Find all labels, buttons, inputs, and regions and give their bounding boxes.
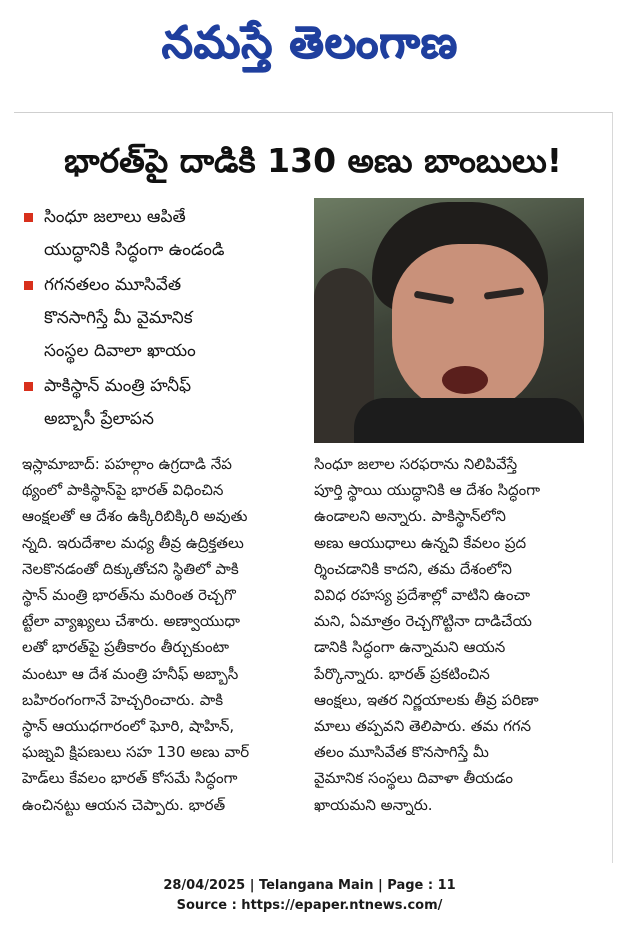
body-line: లతో భారత్‌పై ప్రతీకారం తీర్చుకుంటా bbox=[22, 638, 230, 657]
highlight-line: కొనసాగిస్తే మీ వైమానిక bbox=[44, 308, 193, 328]
newspaper-title: నమస్తే తెలంగాణ bbox=[161, 17, 458, 68]
highlight-item bbox=[22, 201, 312, 267]
body-line: ర్శించడానికి కాదని, తమ దేశంలోని bbox=[314, 559, 512, 578]
body-line: బహిరంగంగానే హెచ్చరించారు. పాకి bbox=[22, 690, 224, 709]
article-headline: భారత్‌పై దాడికి 130 అణు బాంబులు! bbox=[64, 141, 562, 180]
body-line: వైమానిక సంస్థలు దివాళా తీయడం bbox=[314, 769, 513, 788]
body-line: మని, ఏమాత్రం రెచ్చగొట్టినా దాడిచేయ bbox=[314, 612, 532, 631]
body-line: మంటూ ఆ దేశ మంత్రి హనీఫ్ అబ్బాసీ bbox=[22, 664, 239, 683]
highlight-line: సింధూ జలాలు ఆపితే bbox=[44, 207, 186, 227]
body-line: ఉండాలని అన్నారు. పాకిస్థాన్‌లోని bbox=[314, 507, 506, 526]
body-line: న్నది. ఇరుదేశాల మధ్య తీవ్ర ఉద్రిక్తతలు bbox=[22, 533, 244, 552]
body-line: ఆంక్షలు, ఇతర నిర్ణయాలకు తీవ్ర పరిణా bbox=[314, 690, 539, 709]
highlight-line: అబ్బాసీ ప్రేలాపన bbox=[44, 409, 154, 429]
body-line: మాలు తప్పవని తెలిపారు. తమ గగన bbox=[314, 717, 532, 736]
edition-info: 28/04/2025 | Telangana Main | Page : 11 bbox=[163, 878, 456, 893]
body-line: పూర్తి స్థాయి యుద్ధానికి ఆ దేశం సిద్ధంగా bbox=[314, 481, 541, 500]
body-line: తలం మూసివేత కొనసాగిస్తే మీ bbox=[314, 743, 489, 762]
highlight-line: సంస్థల దివాలా ఖాయం bbox=[44, 341, 196, 361]
body-line: పేర్కొన్నారు. భారత్ ప్రకటించిన bbox=[314, 664, 490, 683]
source-link[interactable]: Source : https://epaper.ntnews.com/ bbox=[176, 898, 443, 913]
body-line: థ్యంలో పాకిస్థాన్‌పై భారత్ విధించిన bbox=[22, 481, 224, 500]
highlight-line: యుద్ధానికి సిద్ధంగా ఉండండి bbox=[44, 240, 225, 260]
body-line: సింధూ జలాల సరఫరాను నిలిపివేస్తే bbox=[314, 455, 518, 473]
body-line: డానికి సిద్ధంగా ఉన్నామని ఆయన bbox=[314, 638, 506, 657]
body-line: స్థాన్ ఆయుధగారంలో ఘోరి, షాహిన్, bbox=[22, 717, 235, 736]
highlight-item bbox=[22, 370, 312, 436]
body-line: ఆంక్షలతో ఆ దేశం ఉక్కిరిబిక్కిరి అవుతు bbox=[22, 507, 248, 526]
highlight-line: పాకిస్థాన్ మంత్రి హనీఫ్ bbox=[44, 376, 192, 396]
body-line: ఇస్లామాబాద్: పహల్గాం ఉగ్రదాడి నేప bbox=[22, 455, 232, 473]
body-line: ఉంచినట్టు ఆయన చెప్పారు. భారత్ bbox=[22, 795, 226, 814]
body-line: స్థాన్ మంత్రి భారత్‌ను మరింత రెచ్చగొ bbox=[22, 586, 236, 605]
body-line: అణు ఆయుధాలు ఉన్నవి కేవలం ప్రద bbox=[314, 533, 527, 552]
body-line: ఖాయమని అన్నారు. bbox=[314, 795, 433, 814]
highlights-list bbox=[22, 201, 312, 438]
red-square-bullet-icon bbox=[24, 382, 33, 391]
article-photo bbox=[314, 198, 584, 443]
article-body-right-column bbox=[314, 451, 586, 818]
red-square-bullet-icon bbox=[24, 213, 33, 222]
body-line: హెడ్‌లు కేవలం భారత్ కోసమే సిద్ధంగా bbox=[22, 769, 238, 788]
highlight-item bbox=[22, 269, 312, 368]
body-line: వివిధ రహస్య ప్రదేశాల్లో వాటిని ఉంచా bbox=[314, 586, 531, 605]
highlight-line: గగనతలం మూసివేత bbox=[44, 275, 182, 295]
body-line: ట్టేలా వ్యాఖ్యలు చేశారు. అణ్వాయుధా bbox=[22, 612, 240, 631]
masthead bbox=[0, 0, 619, 96]
article-body-left-column bbox=[22, 451, 304, 818]
page-footer bbox=[0, 876, 619, 916]
body-line: నెలకొనడంతో దిక్కుతోచని స్థితిలో పాకి bbox=[22, 559, 239, 578]
article-clipping bbox=[14, 112, 613, 863]
body-line: ఘజ్నవి క్షిపణులు సహ 130 అణు వార్ bbox=[22, 743, 250, 762]
red-square-bullet-icon bbox=[24, 281, 33, 290]
